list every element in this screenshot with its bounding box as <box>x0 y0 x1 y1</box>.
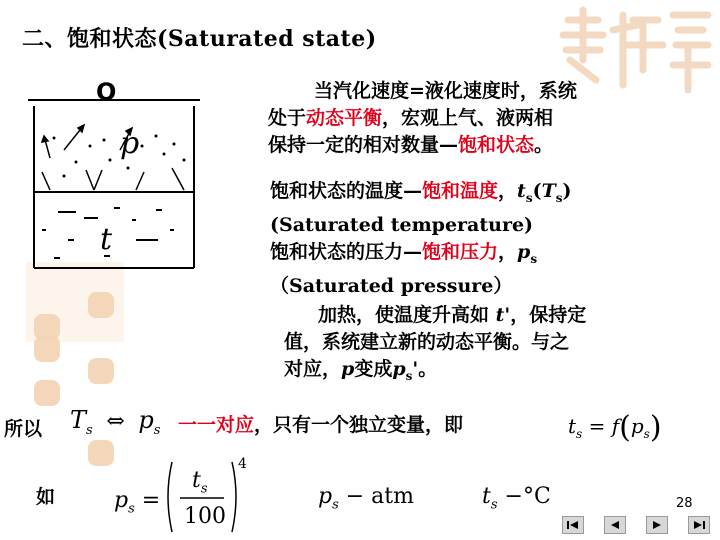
symbol-T: T <box>541 180 556 202</box>
temperature-symbol: t <box>100 222 113 257</box>
page-title: 二、饱和状态(Saturated state) <box>22 26 377 52</box>
para1-line1: 当汽化速度=液化速度时，系统 <box>314 80 577 102</box>
text: ，保持定 <box>510 304 587 326</box>
text: 。 <box>534 134 554 156</box>
function-relation: $t_s = f(p_s)$ <box>568 410 662 445</box>
equals: = <box>141 488 161 513</box>
highlight-one-to-one: 一一对应 <box>178 414 255 436</box>
highlight-saturated-temperature: 饱和温度 <box>422 180 499 202</box>
para3-line1 <box>284 302 586 329</box>
text: 保持一定的相对数量— <box>268 134 459 156</box>
symbol-t: t <box>192 468 201 493</box>
text: 饱和状态的压力— <box>270 240 423 263</box>
para2-line1: 饱和状态的温度—饱和温度，$t_s(T_s)$ <box>270 180 572 205</box>
text: 变成 <box>354 358 393 380</box>
pressure-symbol: p <box>120 126 140 161</box>
text: ， <box>498 180 518 202</box>
text: ，只有一个独立变量，即 <box>254 414 464 436</box>
formula-ps <box>114 488 160 516</box>
formula-ts-celsius <box>482 484 551 512</box>
equals-f: = f <box>588 414 620 438</box>
para2-line4: （Saturated pressure） <box>270 274 513 297</box>
symbol-p: p <box>318 484 333 509</box>
text: 饱和状态的温度— <box>270 180 423 202</box>
subscript: s <box>643 427 650 441</box>
subscript: s <box>490 497 498 513</box>
subscript: s <box>525 190 533 205</box>
subscript: s <box>153 422 161 438</box>
paragraph-saturation-definitions <box>270 178 572 300</box>
symbol-p: p <box>517 240 531 263</box>
one-to-one-relation <box>70 406 160 438</box>
text: 对应， <box>284 358 342 380</box>
unit-celsius: −°C <box>497 484 551 509</box>
last-icon <box>692 520 706 530</box>
para1-line3 <box>268 132 577 159</box>
previous-slide-button[interactable] <box>604 516 626 534</box>
fraction-denominator: 100 <box>184 504 226 529</box>
fraction-numerator <box>192 468 208 496</box>
paragraph-equilibrium <box>268 78 577 159</box>
symbol-t: t <box>568 414 577 438</box>
next-icon <box>650 520 664 530</box>
symbol-t: t <box>517 180 526 202</box>
symbol-p: p <box>630 414 644 438</box>
subscript: s <box>86 422 93 438</box>
prev-icon <box>608 520 622 530</box>
last-slide-button[interactable] <box>688 516 710 534</box>
double-arrow-icon: ⇔ <box>106 409 125 434</box>
text: 处于 <box>268 107 307 129</box>
unit-atm: − atm <box>338 484 415 509</box>
subscript: s <box>332 497 339 513</box>
para3-line3 <box>284 356 586 390</box>
symbol-t-prime: t' <box>495 304 511 326</box>
highlight-saturated-pressure: 饱和压力 <box>422 240 499 263</box>
for-example-label: 如 <box>36 486 56 508</box>
subscript: s <box>530 251 538 266</box>
fraction-exponent: 4 <box>238 456 247 472</box>
paragraph-heating <box>284 302 586 390</box>
one-to-one-text <box>178 412 463 439</box>
symbol-ps: p <box>392 358 406 380</box>
para1-line2 <box>268 105 577 132</box>
highlight-saturated-state: 饱和状态 <box>458 134 535 156</box>
next-slide-button[interactable] <box>646 516 668 534</box>
subscript: s <box>128 501 135 517</box>
subscript: s <box>200 481 208 497</box>
vessel-diagram <box>24 80 204 270</box>
para2-line2: (Saturated temperature) <box>270 213 534 236</box>
symbol-T: T <box>70 406 87 434</box>
page-number: 28 <box>676 496 693 511</box>
text: '。 <box>412 358 438 380</box>
first-icon <box>566 520 580 530</box>
symbol-p: p <box>341 358 355 380</box>
gauge-label: O <box>96 78 117 106</box>
therefore-label: 所以 <box>4 418 43 440</box>
para3-line2: 值，系统建立新的动态平衡。与之 <box>284 331 570 353</box>
text: ，宏观上气、液两相 <box>382 107 554 129</box>
first-slide-button[interactable] <box>562 516 584 534</box>
para2-line3 <box>270 239 572 273</box>
text: 加热，使温度升高如 <box>318 304 496 326</box>
subscript: s <box>405 368 413 383</box>
symbol-p: p <box>114 488 129 513</box>
subscript: s <box>576 427 583 441</box>
symbol-t: t <box>482 484 491 509</box>
subscript: s <box>555 190 563 205</box>
highlight-dynamic-equilibrium: 动态平衡 <box>306 107 383 129</box>
symbol-p: p <box>138 406 154 434</box>
formula-ps-atm <box>318 484 414 512</box>
text: ， <box>498 240 518 263</box>
